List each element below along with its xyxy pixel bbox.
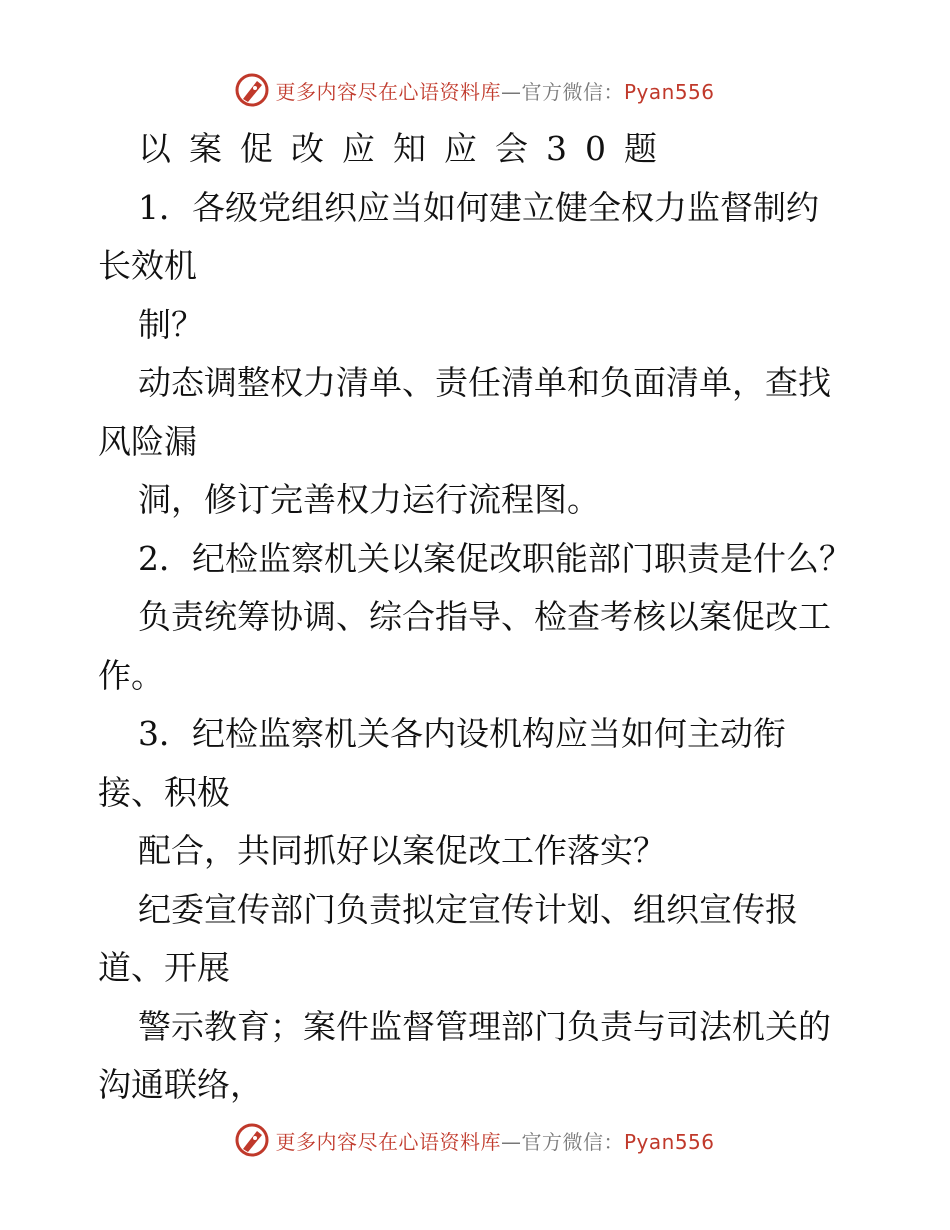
text-line: 动态调整权力清单、责任清单和负面清单，查找 <box>138 363 831 402</box>
document-title: 以案促改应知应会30题 <box>138 129 675 168</box>
text-line: 接、积极 <box>98 772 230 812</box>
text-line: 作。 <box>98 655 164 695</box>
header-banner-text <box>275 76 714 105</box>
footer-banner-text <box>275 1126 714 1155</box>
banner-wechat-id: Pyan556 <box>623 79 715 104</box>
text-line: 道、开展 <box>98 948 230 987</box>
banner-wechat-label: 官方微信： <box>521 1129 624 1154</box>
banner-separator: — <box>500 1129 522 1154</box>
text-line: 纪委宣传部门负责拟定宣传计划、组织宣传报 <box>138 889 798 929</box>
banner-title: 更多内容尽在心语资料库 <box>275 79 501 104</box>
text-line: 负责统筹协调、综合指导、检查考核以案促改工 <box>138 597 831 636</box>
text-line: 2．纪检监察机关以案促改职能部门职责是什么？ <box>138 538 852 578</box>
text-line: 1．各级党组织应当如何建立健全权力监督制约 <box>138 187 819 227</box>
pen-logo-icon <box>235 73 269 107</box>
banner-separator: — <box>500 79 522 104</box>
header-banner <box>0 70 950 110</box>
banner-wechat-id: Pyan556 <box>623 1129 715 1154</box>
text-line: 风险漏 <box>98 421 197 461</box>
text-line: 配合，共同抓好以案促改工作落实？ <box>138 831 666 870</box>
text-line: 沟通联络， <box>98 1065 263 1104</box>
banner-wechat-label: 官方微信： <box>521 79 624 104</box>
banner-title: 更多内容尽在心语资料库 <box>275 1129 501 1154</box>
text-line: 洞，修订完善权力运行流程图。 <box>138 480 600 519</box>
text-line: 制？ <box>138 304 204 344</box>
text-line: 警示教育；案件监督管理部门负责与司法机关的 <box>138 1006 831 1046</box>
pen-logo-icon <box>235 1123 269 1157</box>
footer-banner <box>0 1120 950 1160</box>
text-line: 长效机 <box>98 246 197 285</box>
text-line: 3．纪检监察机关各内设机构应当如何主动衔 <box>138 714 786 753</box>
document-body <box>98 120 858 1115</box>
